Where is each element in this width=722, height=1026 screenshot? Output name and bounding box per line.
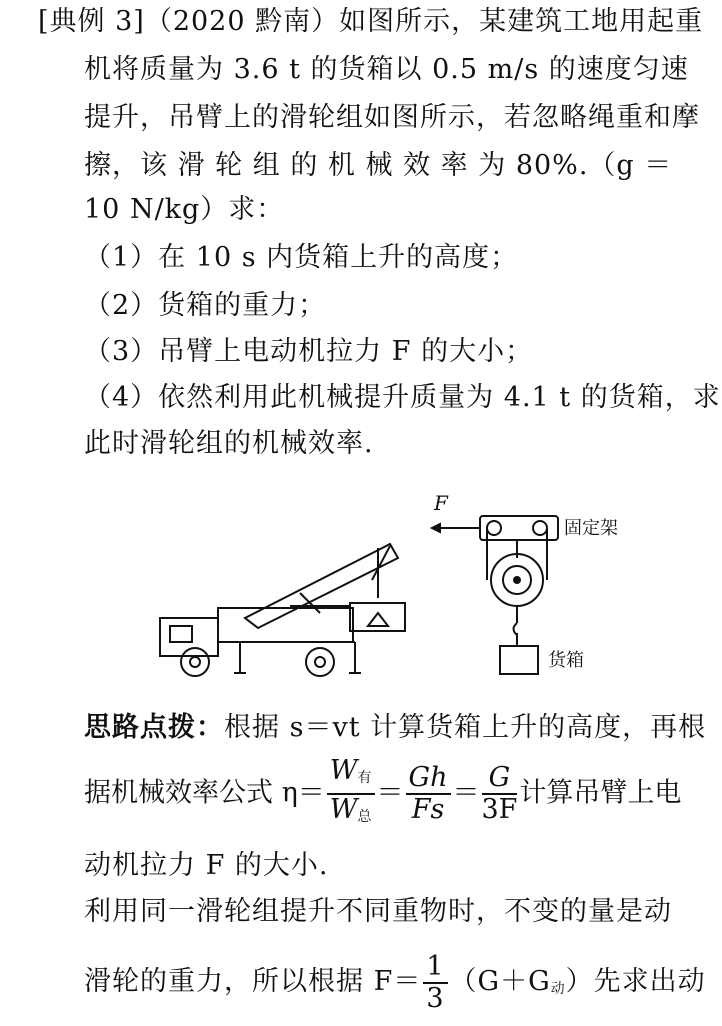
fixed-frame-label: 固定架 (564, 518, 618, 539)
crane-truck-drawing (160, 544, 405, 676)
problem-line-1: [典例 3]（2020 黔南）如图所示，某建筑工地用起重 (38, 6, 704, 37)
problem-line-4: 擦，该 滑 轮 组 的 机 械 效 率 为 80%.（g ＝ (84, 150, 673, 181)
question-3: （3）吊臂上电动机拉力 F 的大小； (84, 336, 534, 367)
fraction-gh-over-fs: $\frac{Gh}{Fs}$ (406, 763, 451, 825)
fraction-g-over-3f: $\frac{G}{3F}$ (481, 762, 518, 825)
problem-line-2: 机将质量为 3.6 t 的货箱以 0.5 m/s 的速度匀速 (84, 54, 689, 85)
pulley-system-drawing (432, 516, 558, 674)
force-label: F (434, 491, 448, 515)
hint-line-5: 滑轮的重力，所以根据 F＝ $\frac{1}{3}$ $(G+G_动)$先求出动 (84, 950, 706, 1014)
hint-line-4: 利用同一滑轮组提升不同重物时，不变的量是动 (84, 896, 672, 927)
hint-line-3: 动机拉力 F 的大小. (84, 850, 329, 881)
hint-line-1: 思路点拨：根据 s＝vt 计算货箱上升的高度，再根 (84, 712, 707, 743)
cargo-label: 货箱 (548, 650, 584, 671)
question-4-line-2: 此时滑轮组的机械效率. (84, 428, 374, 459)
fraction-one-third: $\frac{1}{3}$ (423, 952, 447, 1014)
question-2: （2）货箱的重力； (84, 290, 327, 321)
problem-line-3: 提升，吊臂上的滑轮组如图所示，若忽略绳重和摩 (84, 102, 700, 133)
crane-pulley-figure (150, 488, 650, 688)
hint-line-2-formula: 据机械效率公式 η＝ $\frac{W_有}{W_总}$ ＝ $\frac{Gh}{Fs}$ ＝ $\frac{G}{3F}$ 计算吊臂上电 (84, 756, 704, 836)
fraction-w-useful-over-w-total: $\frac{W_有}{W_总}$ (327, 756, 375, 832)
problem-line-5: 10 N/kg）求： (84, 194, 285, 225)
hint-label: 思路点拨： (84, 712, 224, 743)
question-1: （1）在 10 s 内货箱上升的高度； (84, 242, 519, 273)
example-label: [典例 3] (38, 6, 145, 37)
question-4-line-1: （4）依然利用此机械提升质量为 4.1 t 的货箱，求 (84, 382, 721, 413)
